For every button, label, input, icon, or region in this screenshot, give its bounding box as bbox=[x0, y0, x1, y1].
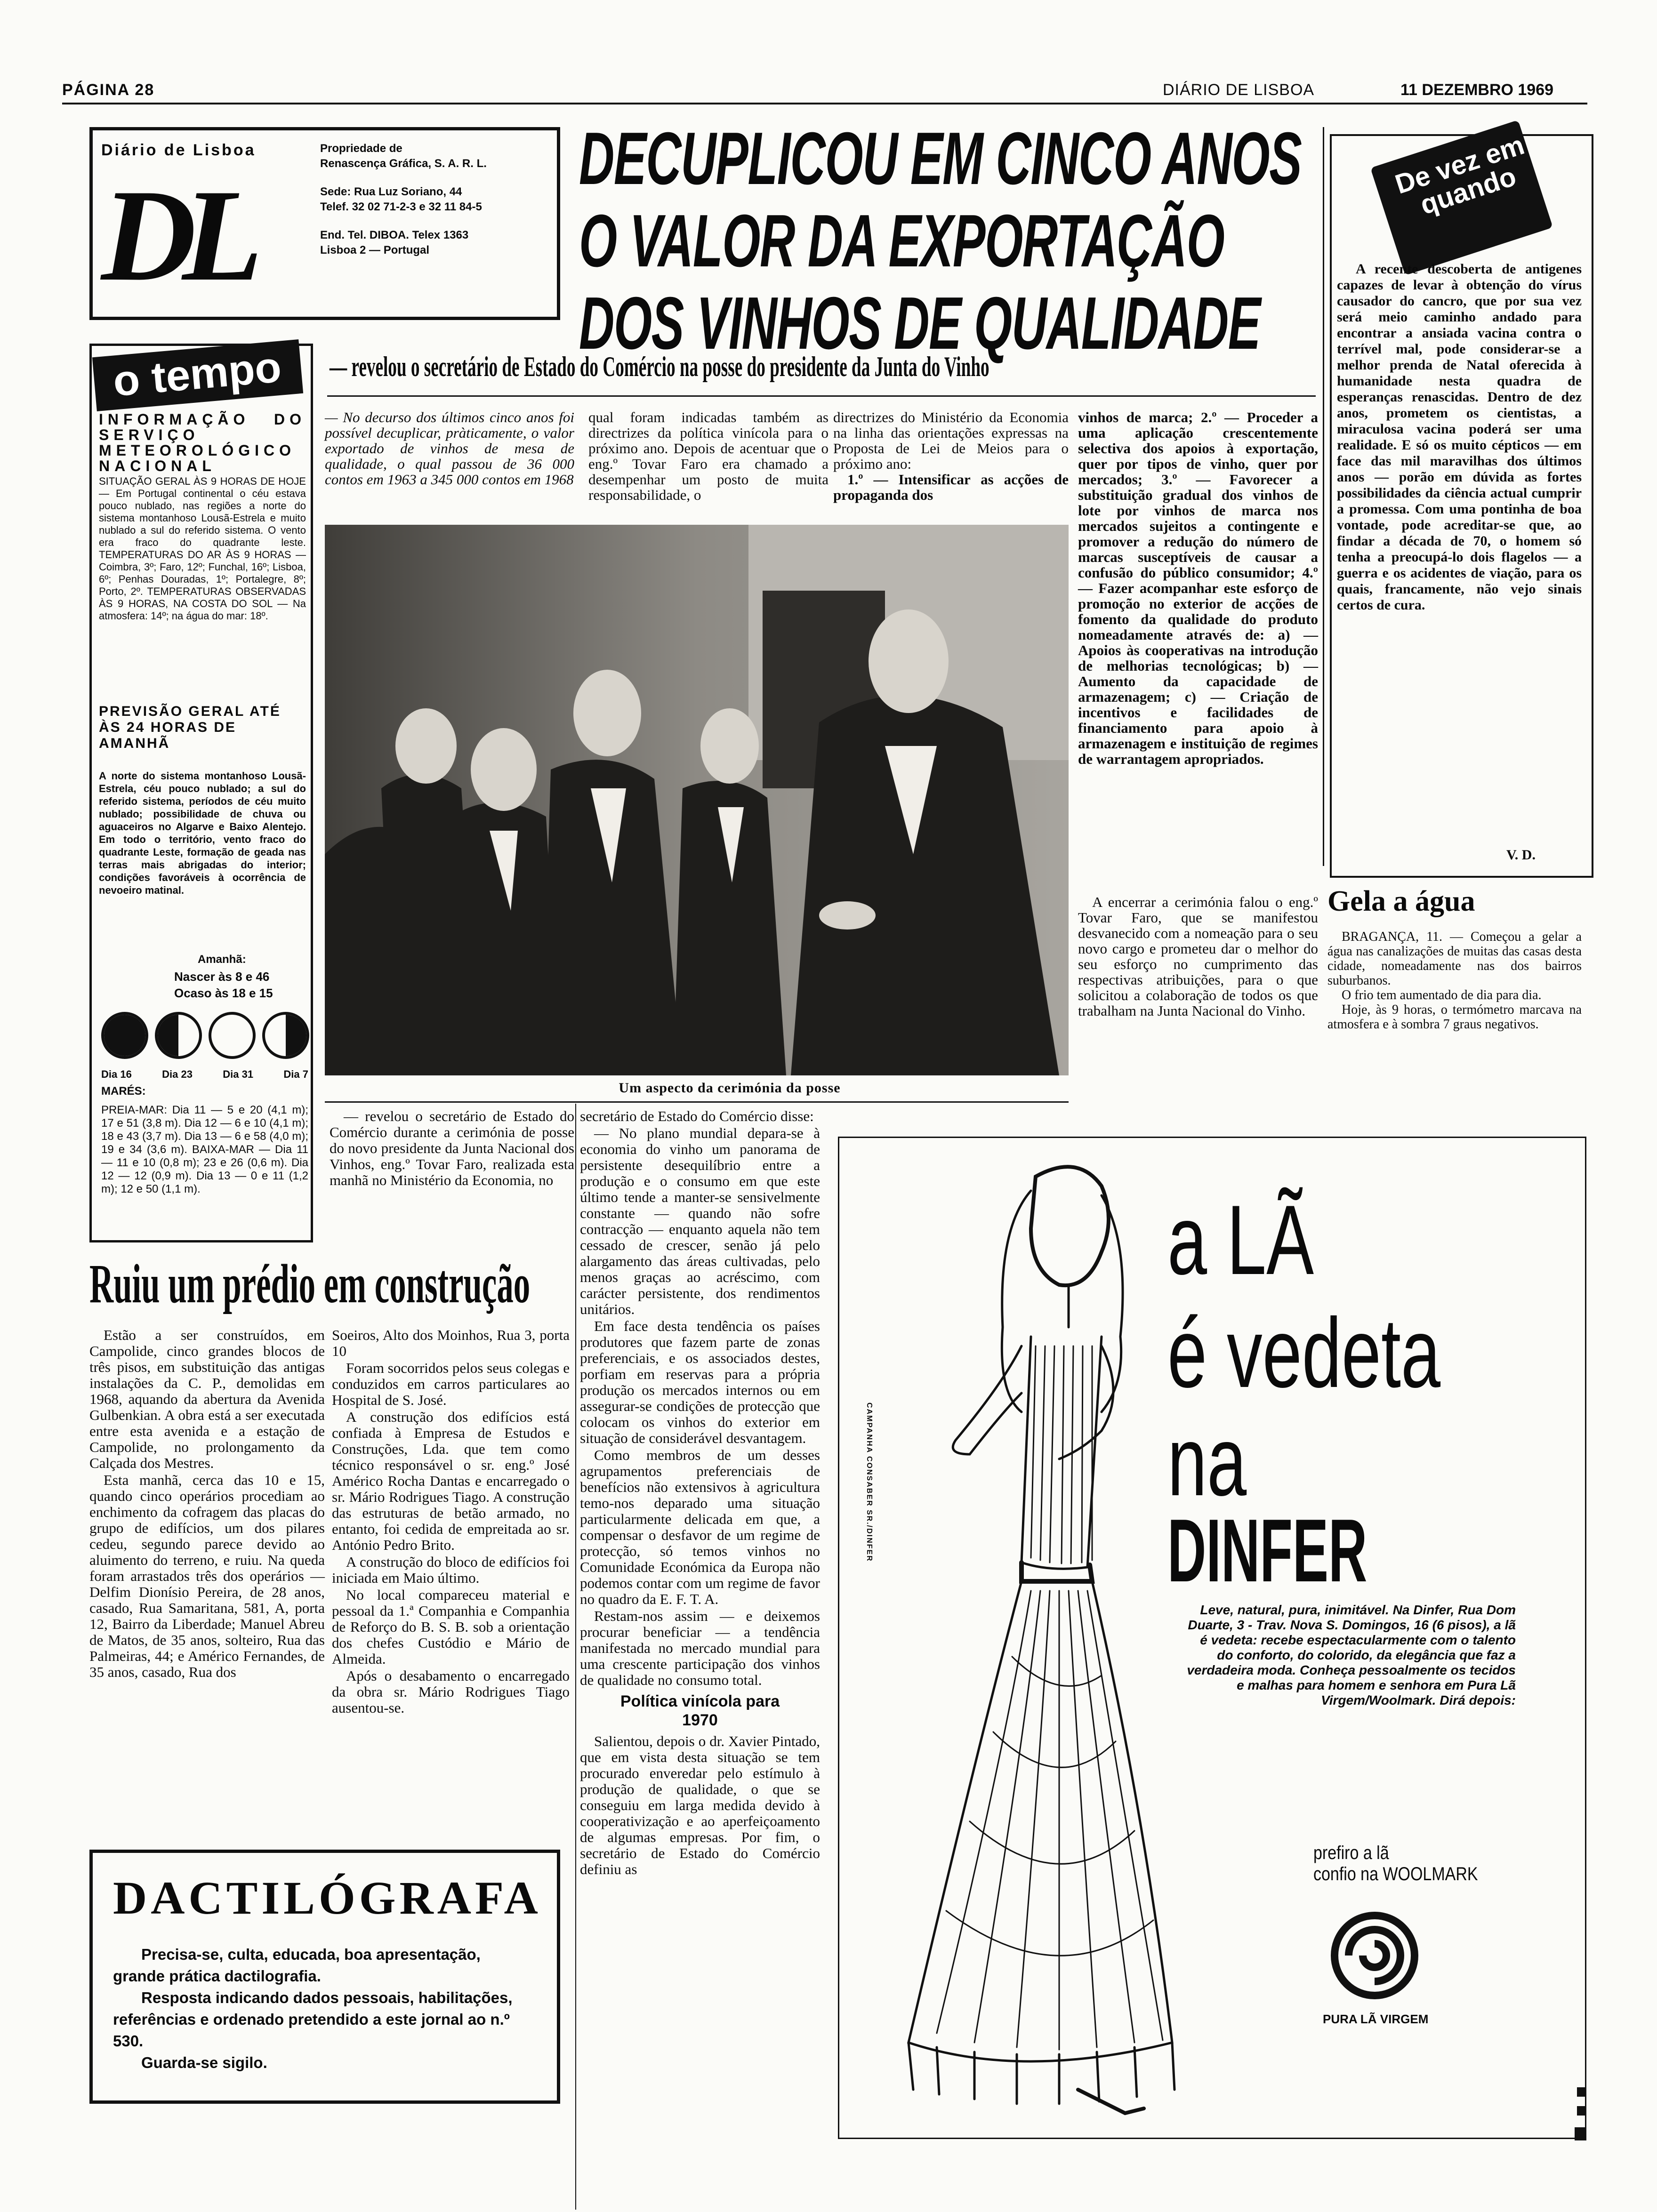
weather-heading-1: INFORMAÇÃO DO SERVIÇO METEOROLÓGICO NACIONAL bbox=[99, 411, 306, 474]
article-subhead: Política vinícola para 1970 bbox=[620, 1692, 780, 1729]
first-quarter-moon-icon bbox=[262, 1012, 309, 1059]
classified-body bbox=[113, 1944, 537, 2074]
sunrise-time: Nascer às 8 e 46 bbox=[174, 970, 270, 984]
woolmark-logo-icon bbox=[1325, 1906, 1424, 2005]
sunset-time: Ocaso às 18 e 15 bbox=[174, 986, 273, 1000]
masthead-line: End. Tel. DIBOA. Telex 1363 bbox=[320, 229, 469, 241]
ad-body-copy: Leve, natural, pura, inimitável. Na Dinfer, Rua Dom Duarte, 3 - Trav. Nova S. Domingos, 16 (6 pisos), a lã é vedeta: recebe espectacularmente com o talento do conforto, do colorido, da elegância que faz a verdadeira moda. Conheça pessoalmente os tecidos e malhas para homem e senhora em Pura Lã Virgem/Woolmark. Dirá depois: bbox=[1187, 1603, 1516, 1707]
classified-paragraph: Guarda-se sigilo. bbox=[141, 2054, 267, 2071]
classified-title: DACTILÓGRAFA bbox=[113, 1872, 542, 1924]
article-paragraph: — No plano mundial depara-se à economia do vinho um panorama de persistente desequilíbrio entre a produção e o consumo em que este último tende a manter-se sensivelmente constante — quando não sofre contracção — enquanto aquela não tem cessado de crescer, senão já pelo alargamento das áreas cultivadas, pelo menos graças ao acréscimo, com carácter persistente, dos rendimentos unitários. bbox=[580, 1125, 820, 1317]
article-paragraph: 1.º — Intensificar as acções de propaganda dos bbox=[833, 471, 1069, 503]
moon-phase-date: Dia 7 bbox=[283, 1068, 308, 1080]
sidebar-badge-text: De vez em quando bbox=[1391, 129, 1528, 221]
margin-mark bbox=[1575, 2127, 1586, 2140]
article-column-4: vinhos de marca; 2.º — Proceder a uma aplicação crescentemente selectiva dos apoios à exportação, quer por tipos de vinho, quer por mercados; 3.º — Favorecer a substituição gradual dos vinhos de lote por vinhos de marca nos mercados sujeitos a contingente e promover a redução do número de marcas susceptíveis de causar a confusão do público consumidor; 4.º — Fazer acompanhar este esforço de promoção no exterior de acções de fomento da qualidade do produto nomeadamente através de: a) — Apoios às cooperativas na introdução de melhorias tecnológicas; b) — Aumento da capacidade de armazenagem; c) — Criação de incentivos e facilidades de financiamento para apoio à armazenagem e instituição de regimes de warrantagem apropriados. bbox=[1078, 409, 1318, 767]
ad-agency-credit: CAMPANHA CONSABER SR./DINFER bbox=[865, 1403, 873, 1562]
ruiu-paragraph: Após o desabamento o encarregado da obra sr. Mário Rodrigues Tiago ausentou-se. bbox=[332, 1667, 570, 1716]
sidebar-column-text: A recente descoberta de antigenes capazes de levar à obtenção do vírus causador do cancro, que por sua vez será meio caminho andado para encontrar a ansiada vacina contra o terrível mal, pode considerar-se a melhor prenda de Natal oferecida à humanidade nesta quadra de esperanças renascidas. Dentro de dez anos, prometem os cientistas, a miraculosa vacina poderá ser uma realidade. E só os muito cépticos — em face das mil maravilhas dos últimos anos — porão em dúvida as fortes possibilidades da ciência actual cumprir a promessa. Com uma pontinha de boa vontade, pode acreditar-se que, ao findar a década de 70, o homem só tenha a preocupá-lo dois flagelos — a guerra e os acidentes de viação, para os quais, francamente, não vejo sinais certos de cura. bbox=[1337, 261, 1582, 613]
sidebar-signature: V. D. bbox=[1506, 847, 1536, 863]
article-continued-col2 bbox=[580, 1108, 820, 1878]
ad-headline-line-3: na bbox=[1167, 1406, 1247, 1516]
ruiu-column-2 bbox=[332, 1327, 570, 1717]
ruiu-paragraph: Soeiros, Alto dos Moinhos, Rua 3, porta 10 bbox=[332, 1327, 570, 1359]
ruiu-column-1 bbox=[89, 1327, 325, 1681]
dl-logo: DL bbox=[101, 162, 249, 308]
masthead-line: Telef. 32 02 71-2-3 e 32 11 84-5 bbox=[320, 200, 482, 213]
classified-paragraph: Precisa-se, culta, educada, boa apresentação, grande prática dactilografia. bbox=[113, 1946, 481, 1985]
masthead-info bbox=[320, 141, 555, 258]
weather-heading-2: PREVISÃO GERAL ATÉ ÀS 24 HORAS DE AMANHÃ bbox=[99, 704, 281, 751]
full-moon-icon bbox=[101, 1012, 148, 1059]
masthead-line: Renascença Gráfica, S. A. R. L. bbox=[320, 157, 487, 170]
column-rule bbox=[1323, 127, 1324, 866]
masthead-line: Lisboa 2 — Portugal bbox=[320, 244, 430, 256]
article-paragraph: Restam-nos assim — e deixemos procurar beneficiar — a tendência manifestada no mercado mundial para uma crescente participação dos vinhos de qualidade no consumo total. bbox=[580, 1608, 820, 1688]
header-rule bbox=[62, 103, 1587, 104]
ruiu-paragraph: Foram socorridos pelos seus colegas e conduzidos em carros particulares ao Hospital de S. José. bbox=[332, 1360, 570, 1408]
article-column-4-closing: A encerrar a cerimónia falou o eng.º Tovar Faro, que se manifestou desvanecido com a nomeação para o seu novo cargo e prometeu dar o melhor do seu esforço no cumprimento das respectivas atribuições, para o que solicitou a colaboração de todos os que trabalham na Junta Nacional do Vinho. bbox=[1078, 894, 1318, 1019]
ad-tagline-1: prefiro a lã bbox=[1313, 1843, 1389, 1863]
gela-paragraph: BRAGANÇA, 11. — Começou a gelar a água nas canalizações de muitas das casas desta cidade, nomeadamente nas dos bairros suburbanos. bbox=[1327, 930, 1582, 988]
article-continued-col1: — revelou o secretário de Estado do Comércio durante a cerimónia de posse do novo presidente da Junta Nacional dos Vinhos, eng.º Tovar Faro, realizada esta manhã no Ministério da Economia, no bbox=[330, 1108, 574, 1188]
gela-title: Gela a água bbox=[1327, 885, 1475, 917]
ad-tagline-2: confio na WOOLMARK bbox=[1313, 1864, 1478, 1884]
article-lead: — No decurso dos últimos cinco anos foi possível decuplicar, pràticamente, o valor exportado de vinhos de mesa de qualidade, o qual passou de 36 000 contos em 1963 a 345 000 contos em 1968 bbox=[325, 409, 574, 488]
masthead-line: Sede: Rua Luz Soriano, 44 bbox=[320, 185, 462, 198]
article-column-2-top: qual foram indicadas também as directrizes da política vinícola para o próximo ano. Depois de acentuar que o eng.º Tovar Faro era chamado a desempenhar um posto de muita responsabilidade, o bbox=[588, 409, 828, 503]
woolmark-label: PURA LÃ VIRGEM bbox=[1323, 2012, 1429, 2026]
ruiu-paragraph: Estão a ser construídos, em Campolide, cinco grandes blocos de três pisos, em substituição das antigas instalações da C. P., demolidas em 1968, aquando da abertura da Avenida Gulbenkian. A obra está a ser executada entre esta avenida e a estação de Campolide, no prolongamento da Calçada dos Mestres. bbox=[89, 1327, 325, 1471]
margin-mark bbox=[1577, 2087, 1586, 2097]
page-number: PÁGINA 28 bbox=[62, 81, 155, 99]
photo-caption: Um aspecto da cerimónia da posse bbox=[619, 1080, 841, 1096]
new-moon-icon bbox=[209, 1012, 256, 1059]
ad-headline-line-2: é vedeta bbox=[1167, 1298, 1441, 1408]
moon-phase-date: Dia 31 bbox=[223, 1068, 254, 1080]
headline-subtitle: — revelou o secretário de Estado do Comércio na posse do presidente da Junta do Vinho bbox=[330, 351, 989, 382]
article-paragraph: Salientou, depois o dr. Xavier Pintado, que em vista desta situação se tem procurado enveredar pelo estímulo à produção de qualidade, o que se conseguiu em larga medida devido à cooperativização e ao aperfeiçoamento de algumas empresas. Por fim, o secretário de Estado do Comércio definiu as bbox=[580, 1733, 820, 1877]
article-paragraph: secretário de Estado do Comércio disse: bbox=[580, 1108, 814, 1124]
newspaper-name-header: DIÁRIO DE LISBOA bbox=[1163, 81, 1315, 99]
main-headline bbox=[579, 118, 1337, 365]
weather-badge-text: o tempo bbox=[111, 343, 283, 406]
last-quarter-moon-icon bbox=[155, 1012, 202, 1059]
tides-text: PREIA-MAR: Dia 11 — 5 e 20 (4,1 m); 17 e 51 (3,8 m). Dia 12 — 6 e 10 (4,1 m); 18 e 43 (3,7 m). Dia 13 — 6 e 58 (4,0 m); 19 e 34 (3,6 m). BAIXA-MAR — Dia 11 — 11 e 10 (0,8 m); 23 e 26 (0,6 m). Dia 12 — 12 (0,9 m). Dia 13 — 0 e 11 (1,2 m); 12 e 50 (1,1 m). bbox=[101, 1104, 308, 1195]
ruiu-title: Ruiu um prédio em construção bbox=[89, 1253, 531, 1314]
gela-body bbox=[1327, 930, 1582, 1032]
article-paragraph: Como membros de um desses agrupamentos preferenciais de benefícios não extensivos à agricultura temo-nos deparado uma situação particularmente delicada em que, a compensar o desfavor de um regime de protecção, só temos vinhos no Comunidade Económica da Europa não podemos contar com um regime de favor no quadro da E. F. T. A. bbox=[580, 1447, 820, 1607]
sun-label: Amanhã: bbox=[198, 953, 246, 966]
ad-headline-line-1: a LÃ bbox=[1167, 1185, 1314, 1295]
ruiu-paragraph: A construção dos edifícios está confiada à Empresa de Estudos e Construções, Lda. que tem como técnico responsável o sr. eng.º José Américo Rocha Dantas e encarregado o sr. Mário Rodrigues Tiago. A construção das estruturas de betão armado, no entanto, foi cedida de empreitada ao sr. António Pedro Brito. bbox=[332, 1409, 570, 1553]
moon-phase-date: Dia 16 bbox=[101, 1068, 132, 1080]
masthead-line: Propriedade de bbox=[320, 142, 402, 155]
ruiu-paragraph: No local compareceu material e pessoal da 1.ª Companhia e Companhia de Reforço do B. S. B. sob a orientação dos chefes Custódio e Mário de Almeida. bbox=[332, 1587, 570, 1667]
tides-label: MARÉS: bbox=[101, 1085, 146, 1098]
ruiu-paragraph: A construção do bloco de edifícios foi iniciada em Maio último. bbox=[332, 1554, 570, 1586]
masthead-wordmark: Diário de Lisboa bbox=[101, 141, 256, 159]
issue-date: 11 DEZEMBRO 1969 bbox=[1400, 81, 1554, 99]
headline-line: DOS VINHOS DE QUALIDADE bbox=[579, 282, 1261, 365]
margin-mark bbox=[1577, 2106, 1586, 2116]
article-paragraph: directrizes do Ministério da Economia na linha das orientações expressas na Proposta de Lei de Meios para o próximo ano: bbox=[833, 409, 1069, 472]
weather-forecast-text: A norte do sistema montanhoso Lousã-Estrela, céu pouco nublado; a sul do referido sistema, períodos de céu muito nublado; possibilidade de chuva ou aguaceiros no Algarve e Baixo Alentejo. Em todo o território, vento fraco do quadrante Leste, formação de geada nas terras mais abrigadas do interior; condições favoráveis à ocorrência de nevoeiro matinal. bbox=[99, 770, 306, 896]
headline-line: O VALOR DA EXPORTAÇÃO bbox=[579, 200, 1224, 282]
gela-paragraph: Hoje, às 9 horas, o termómetro marcava na atmosfera e à sombra 7 graus negativos. bbox=[1327, 1002, 1582, 1032]
ruiu-paragraph: Esta manhã, cerca das 10 e 15, quando cinco operários procediam ao enchimento da cofragem das placas do grupo de edifícios, um dos pilares cedeu, segundo parece devido ao aluimento do terreno, e ruiu. Na queda foram arrastados três dos operários — Delfim Dionísio Pereira, de 28 anos, casado, Rua Samaritana, 581, A, porta 12, Bairro da Liberdade; Manuel Abreu de Matos, de 35 anos, solteiro, Rua das Palmeiras, 44; e Américo Fernandes, de 35 anos, casado, Rua dos bbox=[89, 1472, 325, 1680]
moon-phases bbox=[101, 1012, 308, 1064]
subtitle-rule bbox=[327, 395, 1316, 397]
headline-line: DECUPLICOU EM CINCO ANOS bbox=[579, 117, 1302, 200]
section-rule bbox=[325, 1101, 1069, 1103]
column-rule bbox=[575, 1104, 576, 2210]
article-column-3-top bbox=[833, 409, 1069, 503]
ad-brand-dinfer: DINFER bbox=[1167, 1501, 1367, 1601]
ceremony-photo bbox=[325, 525, 1069, 1075]
classified-paragraph: Resposta indicando dados pessoais, habilitações, referências e ordenado pretendido a este jornal ao n.º 530. bbox=[113, 1989, 513, 2050]
article-paragraph: Em face desta tendência os países produtores que fazem parte de zonas preferenciais, e os associados destes, porfiam em reservas para a própria produção os mercados internos ou em assegurar-se condições de protecção que colocam os vinhos do exterior em situação de considerável desvantagem. bbox=[580, 1318, 820, 1446]
weather-situation-text: SITUAÇÃO GERAL ÀS 9 HORAS DE HOJE — Em Portugal continental o céu estava pouco nublado, nas regiões a norte do sistema montanhoso Lousã-Estrela e muito nublado a sul do referido sistema. O vento era fraco do quadrante leste. TEMPERATURAS DO AR ÀS 9 HORAS — Coimbra, 3º; Faro, 12º; Funchal, 16º; Lisboa, 6º; Penhas Douradas, 1º; Portalegre, 8º; Porto, 2º. TEMPERATURAS OBSERVADAS ÀS 9 HORAS, NA COSTA DO SOL — Na atmosfera: 14º; na água do mar: 18º. bbox=[99, 475, 306, 622]
moon-phase-date: Dia 23 bbox=[162, 1068, 193, 1080]
moon-phase-dates bbox=[101, 1068, 308, 1081]
gela-paragraph: O frio tem aumentado de dia para dia. bbox=[1342, 988, 1542, 1002]
